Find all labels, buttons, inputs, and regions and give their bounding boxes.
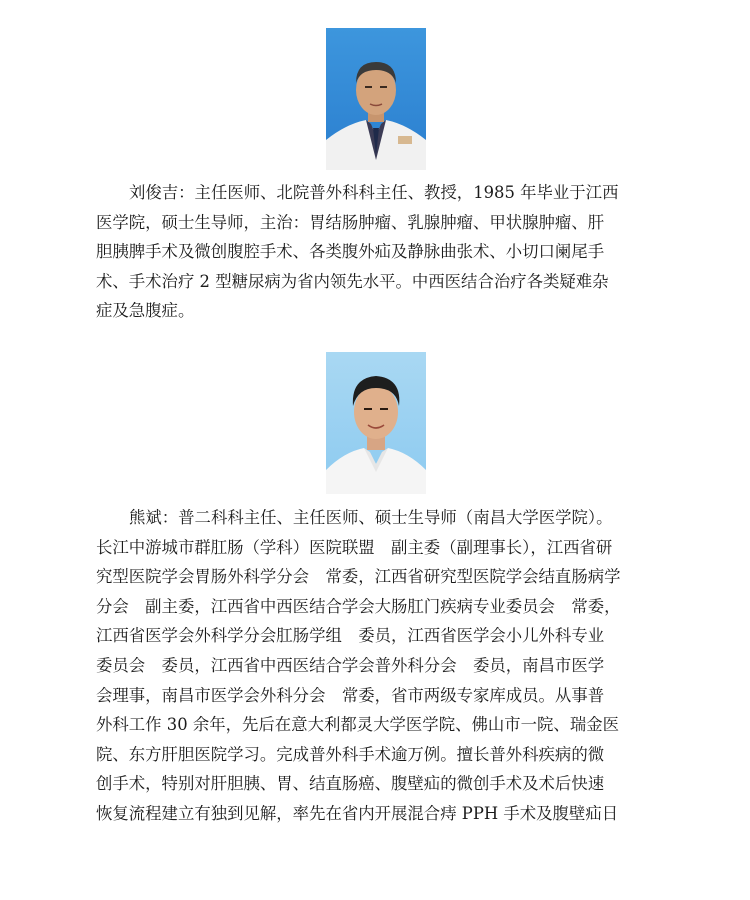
bio-line: 外科工作 30 余年，先后在意大利都灵大学医学院、佛山市一院、瑞金医 [96,715,619,735]
bio-line: 委员会 委员，江西省中西医结合学会普外科分会 委员，南昌市医学 [96,655,605,675]
bio-line: 江西省医学会外科学分会肛肠学组 委员，江西省医学会小儿外科专业 [96,626,605,646]
bio-line: 胆胰脾手术及微创腹腔手术、各类腹外疝及静脉曲张术、小切口阑尾手 [96,242,605,262]
portrait-image [326,28,426,170]
bio-line: 究型医院学会胃肠外科学分会 常委，江西省研究型医院学会结直肠病学 [96,567,621,587]
bio-line: 症及急腹症。 [96,301,195,321]
doctor-1-bio [96,178,664,326]
bio-line: 刘俊吉：主任医师、北院普外科科主任、教授，1985 年毕业于江西 [129,183,619,202]
bio-line: 熊斌：普二科科主任、主任医师、硕士生导师（南昌大学医学院）。 [129,508,613,527]
bio-line: 创手术，特别对肝胆胰、胃、结直肠癌、腹壁疝的微创手术及术后快速 [96,774,605,794]
doctor-photo-2 [326,352,426,494]
bio-line: 医学院，硕士生导师，主治：胃结肠肿瘤、乳腺肿瘤、甲状腺肿瘤、肝 [96,212,605,232]
bio-line: 术、手术治疗 2 型糖尿病为省内领先水平。中西医结合治疗各类疑难杂 [96,271,609,291]
bio-line: 长江中游城市群肛肠（学科）医院联盟 副主委（副理事长），江西省研 [96,537,613,557]
bio-line: 分会 副主委，江西省中西医结合学会大肠肛门疾病专业委员会 常委， [96,596,621,616]
doctor-photo-1 [326,28,426,170]
bio-line: 会理事，南昌市医学会外科分会 常委，省市两级专家库成员。从事普 [96,685,605,705]
doctor-2-bio [96,503,664,829]
bio-line: 恢复流程建立有独到见解，率先在省内开展混合痔 PPH 手术及腹壁疝日 [96,803,619,823]
bio-line: 院、东方肝胆医院学习。完成普外科手术逾万例。擅长普外科疾病的微 [96,744,605,764]
portrait-image [326,352,426,494]
